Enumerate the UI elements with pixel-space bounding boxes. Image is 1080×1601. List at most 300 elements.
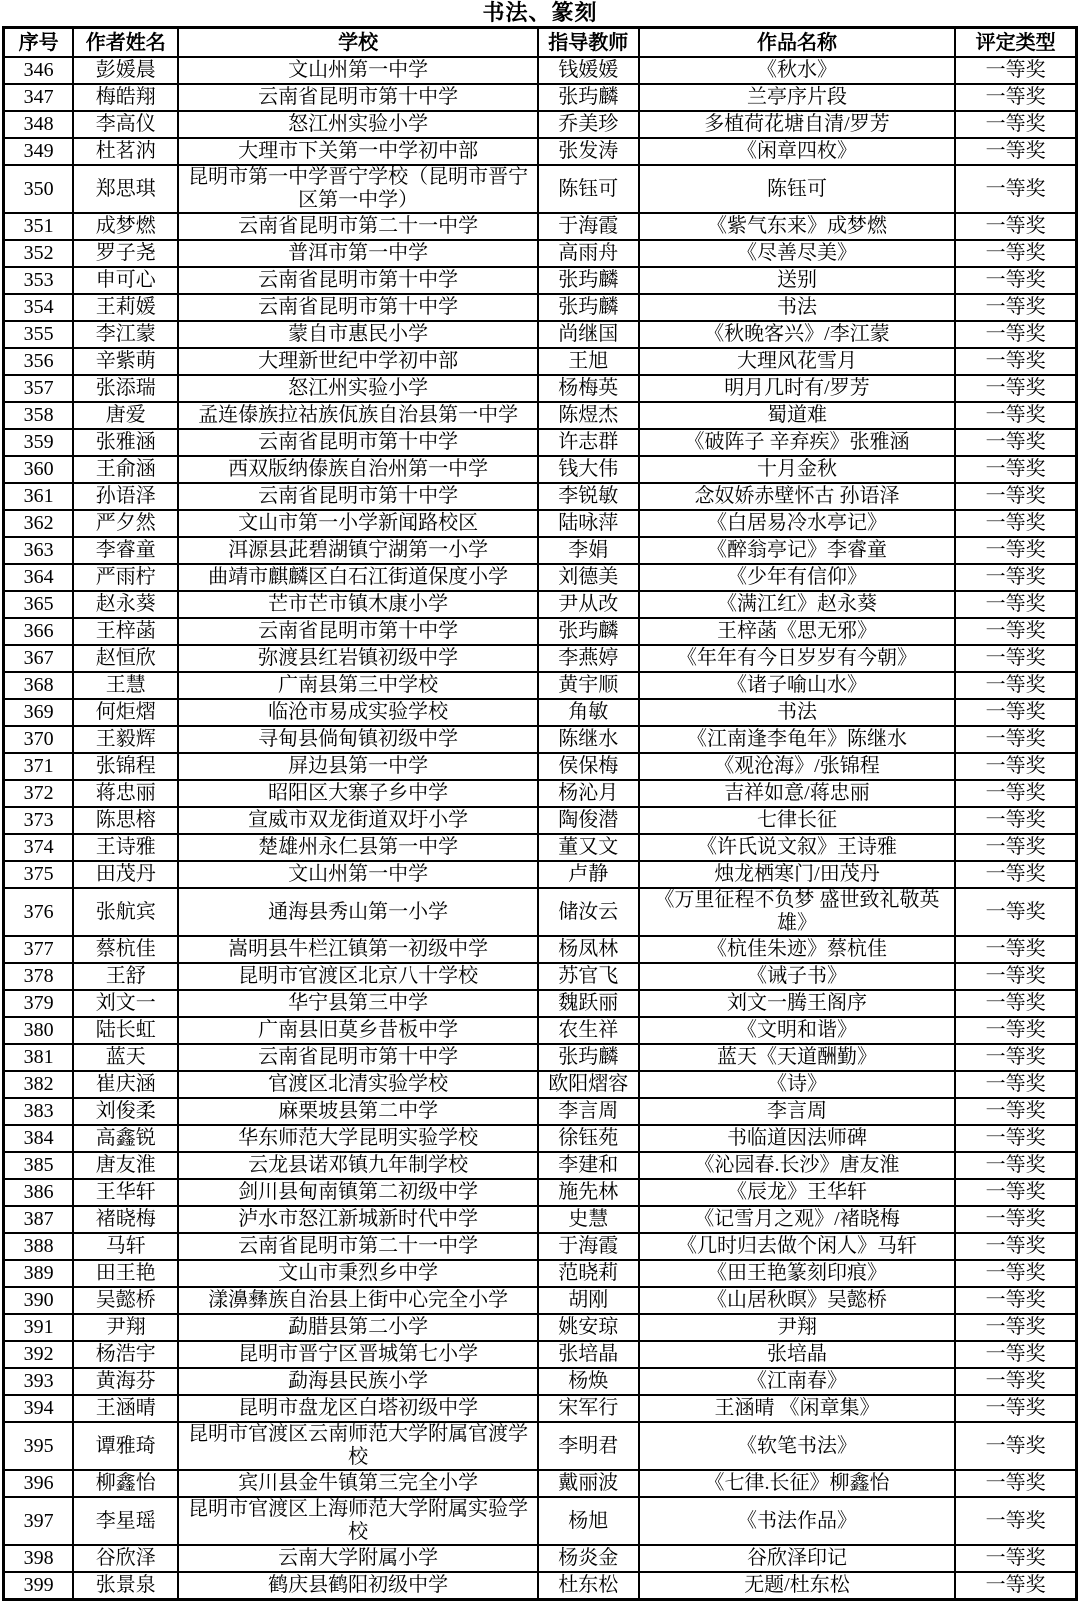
table-row [4, 375, 1077, 402]
cell-work: 《记雪月之观》/褚晓梅 [639, 1206, 956, 1233]
cell-award: 一等奖 [955, 240, 1076, 267]
cell-index: 378 [4, 963, 74, 990]
cell-author: 申可心 [73, 267, 178, 294]
cell-school: 漾濞彝族自治县上街中心完全小学 [178, 1287, 537, 1314]
cell-author: 何炬熠 [73, 699, 178, 726]
table-row [4, 990, 1077, 1017]
table-row [4, 1098, 1077, 1125]
cell-index: 355 [4, 321, 74, 348]
cell-teacher: 尚继国 [538, 321, 639, 348]
cell-index: 369 [4, 699, 74, 726]
cell-teacher: 李锐敏 [538, 483, 639, 510]
cell-school: 云南省昆明市第二十一中学 [178, 1233, 537, 1260]
cell-award: 一等奖 [955, 1152, 1076, 1179]
cell-author: 李睿童 [73, 537, 178, 564]
cell-school: 文山州第一中学 [178, 57, 537, 84]
cell-author: 罗子尧 [73, 240, 178, 267]
cell-index: 393 [4, 1368, 74, 1395]
cell-award: 一等奖 [955, 348, 1076, 375]
cell-work: 明月几时有/罗芳 [639, 375, 956, 402]
cell-teacher: 侯保梅 [538, 753, 639, 780]
cell-school: 曲靖市麒麟区白石江街道保度小学 [178, 564, 537, 591]
cell-school: 云南省昆明市第二十一中学 [178, 213, 537, 240]
cell-teacher: 姚安琼 [538, 1314, 639, 1341]
table-row [4, 1572, 1077, 1600]
table-row [4, 267, 1077, 294]
table-row [4, 1287, 1077, 1314]
cell-work: 刘文一腾王阁序 [639, 990, 956, 1017]
cell-teacher: 欧阳熠容 [538, 1071, 639, 1098]
cell-author: 张航宾 [73, 888, 178, 936]
cell-teacher: 张玙麟 [538, 267, 639, 294]
cell-teacher: 卢静 [538, 861, 639, 888]
table-row [4, 888, 1077, 936]
cell-author: 吴懿桥 [73, 1287, 178, 1314]
cell-author: 彭媛晨 [73, 57, 178, 84]
cell-school: 宣威市双龙街道双圩小学 [178, 807, 537, 834]
cell-index: 396 [4, 1470, 74, 1497]
cell-teacher: 施先林 [538, 1179, 639, 1206]
cell-work: 《诫子书》 [639, 963, 956, 990]
table-row [4, 645, 1077, 672]
cell-teacher: 张玙麟 [538, 294, 639, 321]
cell-work: 蓝天《天道酬勤》 [639, 1044, 956, 1071]
table-row [4, 699, 1077, 726]
table-row [4, 753, 1077, 780]
cell-teacher: 刘德美 [538, 564, 639, 591]
cell-teacher: 张发涛 [538, 138, 639, 165]
cell-index: 361 [4, 483, 74, 510]
cell-teacher: 钱大伟 [538, 456, 639, 483]
cell-award: 一等奖 [955, 780, 1076, 807]
cell-index: 357 [4, 375, 74, 402]
cell-author: 王舒 [73, 963, 178, 990]
table-row [4, 861, 1077, 888]
cell-author: 辛紫萌 [73, 348, 178, 375]
cell-work: 《诗》 [639, 1071, 956, 1098]
cell-school: 普洱市第一中学 [178, 240, 537, 267]
cell-work: 《江南逢李龟年》陈继水 [639, 726, 956, 753]
cell-award: 一等奖 [955, 483, 1076, 510]
table-row [4, 1497, 1077, 1545]
cell-award: 一等奖 [955, 1497, 1076, 1545]
cell-index: 392 [4, 1341, 74, 1368]
cell-school: 华宁县第三中学 [178, 990, 537, 1017]
cell-index: 352 [4, 240, 74, 267]
header-author: 作者姓名 [73, 28, 178, 58]
cell-school: 广南县第三中学校 [178, 672, 537, 699]
table-row [4, 213, 1077, 240]
cell-author: 高鑫锐 [73, 1125, 178, 1152]
table-row [4, 537, 1077, 564]
cell-school: 大理新世纪中学初中部 [178, 348, 537, 375]
cell-index: 386 [4, 1179, 74, 1206]
cell-index: 346 [4, 57, 74, 84]
cell-index: 358 [4, 402, 74, 429]
table-row [4, 936, 1077, 963]
table-row [4, 348, 1077, 375]
table-row [4, 1206, 1077, 1233]
cell-author: 陈思榕 [73, 807, 178, 834]
cell-author: 李星瑶 [73, 1497, 178, 1545]
cell-work: 《七律.长征》柳鑫怡 [639, 1470, 956, 1497]
cell-author: 蓝天 [73, 1044, 178, 1071]
cell-teacher: 胡刚 [538, 1287, 639, 1314]
cell-teacher: 李言周 [538, 1098, 639, 1125]
cell-teacher: 张玙麟 [538, 618, 639, 645]
table-row [4, 402, 1077, 429]
cell-index: 391 [4, 1314, 74, 1341]
cell-work: 《诸子喻山水》 [639, 672, 956, 699]
table-row [4, 1260, 1077, 1287]
cell-award: 一等奖 [955, 1368, 1076, 1395]
cell-work: 《辰龙》王华轩 [639, 1179, 956, 1206]
cell-author: 唐爱 [73, 402, 178, 429]
cell-work: 王梓菡《思无邪》 [639, 618, 956, 645]
cell-work: 大理风花雪月 [639, 348, 956, 375]
table-row [4, 1314, 1077, 1341]
cell-work: 王涵晴 《闲章集》 [639, 1395, 956, 1422]
cell-index: 383 [4, 1098, 74, 1125]
cell-author: 赵恒欣 [73, 645, 178, 672]
cell-school: 昆明市官渡区北京八十学校 [178, 963, 537, 990]
cell-index: 388 [4, 1233, 74, 1260]
cell-award: 一等奖 [955, 1470, 1076, 1497]
cell-school: 昆明市官渡区上海师范大学附属实验学校 [178, 1497, 537, 1545]
cell-author: 王梓菡 [73, 618, 178, 645]
cell-index: 363 [4, 537, 74, 564]
cell-teacher: 于海霞 [538, 1233, 639, 1260]
cell-author: 杜茗汭 [73, 138, 178, 165]
cell-teacher: 陆咏萍 [538, 510, 639, 537]
cell-school: 云南省昆明市第十中学 [178, 429, 537, 456]
cell-award: 一等奖 [955, 294, 1076, 321]
header-school: 学校 [178, 28, 537, 58]
cell-teacher: 杨旭 [538, 1497, 639, 1545]
cell-award: 一等奖 [955, 456, 1076, 483]
cell-work: 《尽善尽美》 [639, 240, 956, 267]
cell-school: 寻甸县倘甸镇初级中学 [178, 726, 537, 753]
cell-work: 《闲章四枚》 [639, 138, 956, 165]
cell-author: 蒋忠丽 [73, 780, 178, 807]
cell-teacher: 苏官飞 [538, 963, 639, 990]
cell-school: 云南大学附属小学 [178, 1545, 537, 1572]
table-row [4, 1422, 1077, 1470]
cell-school: 文山市秉烈乡中学 [178, 1260, 537, 1287]
cell-work: 李言周 [639, 1098, 956, 1125]
cell-work: 《醉翁亭记》李睿童 [639, 537, 956, 564]
cell-work: 《许氏说文叙》王诗雅 [639, 834, 956, 861]
cell-teacher: 张玙麟 [538, 1044, 639, 1071]
cell-school: 怒江州实验小学 [178, 375, 537, 402]
cell-award: 一等奖 [955, 1125, 1076, 1152]
cell-work: 《几时归去做个闲人》马轩 [639, 1233, 956, 1260]
cell-teacher: 陈煜杰 [538, 402, 639, 429]
cell-teacher: 杨炎金 [538, 1545, 639, 1572]
cell-index: 384 [4, 1125, 74, 1152]
cell-school: 昭阳区大寨子乡中学 [178, 780, 537, 807]
cell-work: 《田王艳篆刻印痕》 [639, 1260, 956, 1287]
cell-author: 刘文一 [73, 990, 178, 1017]
cell-teacher: 陈继水 [538, 726, 639, 753]
cell-author: 王华轩 [73, 1179, 178, 1206]
cell-index: 349 [4, 138, 74, 165]
cell-author: 郑思琪 [73, 165, 178, 213]
cell-index: 398 [4, 1545, 74, 1572]
cell-work: 《秋晚客兴》/李江蒙 [639, 321, 956, 348]
cell-teacher: 张玙麟 [538, 84, 639, 111]
cell-teacher: 高雨舟 [538, 240, 639, 267]
cell-index: 387 [4, 1206, 74, 1233]
table-row [4, 1368, 1077, 1395]
header-index: 序号 [4, 28, 74, 58]
cell-school: 蒙自市惠民小学 [178, 321, 537, 348]
cell-school: 云南省昆明市第十中学 [178, 1044, 537, 1071]
cell-school: 昆明市官渡区云南师范大学附属官渡学校 [178, 1422, 537, 1470]
cell-index: 389 [4, 1260, 74, 1287]
cell-work: 《满江红》赵永葵 [639, 591, 956, 618]
cell-award: 一等奖 [955, 267, 1076, 294]
cell-author: 黄海芬 [73, 1368, 178, 1395]
table-row [4, 1395, 1077, 1422]
cell-award: 一等奖 [955, 645, 1076, 672]
cell-award: 一等奖 [955, 834, 1076, 861]
cell-author: 唐友淮 [73, 1152, 178, 1179]
cell-award: 一等奖 [955, 1341, 1076, 1368]
cell-award: 一等奖 [955, 618, 1076, 645]
cell-award: 一等奖 [955, 1206, 1076, 1233]
cell-teacher: 李建和 [538, 1152, 639, 1179]
cell-teacher: 董又文 [538, 834, 639, 861]
cell-author: 张锦程 [73, 753, 178, 780]
cell-author: 梅皓翔 [73, 84, 178, 111]
cell-school: 文山市第一小学新闻路校区 [178, 510, 537, 537]
cell-index: 366 [4, 618, 74, 645]
cell-award: 一等奖 [955, 963, 1076, 990]
cell-award: 一等奖 [955, 1545, 1076, 1572]
cell-work: 《破阵子 辛弃疾》张雅涵 [639, 429, 956, 456]
cell-school: 屏边县第一中学 [178, 753, 537, 780]
table-row [4, 165, 1077, 213]
cell-work: 《江南春》 [639, 1368, 956, 1395]
table-row [4, 240, 1077, 267]
cell-teacher: 李娟 [538, 537, 639, 564]
cell-author: 田茂丹 [73, 861, 178, 888]
table-row [4, 672, 1077, 699]
cell-work: 《观沧海》/张锦程 [639, 753, 956, 780]
cell-school: 云南省昆明市第十中学 [178, 294, 537, 321]
cell-school: 宾川县金牛镇第三完全小学 [178, 1470, 537, 1497]
cell-teacher: 戴丽波 [538, 1470, 639, 1497]
table-row [4, 1341, 1077, 1368]
cell-school: 麻栗坡县第二中学 [178, 1098, 537, 1125]
cell-work: 《少年有信仰》 [639, 564, 956, 591]
cell-school: 勐腊县第二小学 [178, 1314, 537, 1341]
cell-school: 云南省昆明市第十中学 [178, 618, 537, 645]
cell-school: 鹤庆县鹤阳初级中学 [178, 1572, 537, 1600]
cell-award: 一等奖 [955, 1422, 1076, 1470]
cell-award: 一等奖 [955, 1260, 1076, 1287]
cell-school: 通海县秀山第一小学 [178, 888, 537, 936]
cell-school: 弥渡县红岩镇初级中学 [178, 645, 537, 672]
cell-index: 365 [4, 591, 74, 618]
cell-index: 354 [4, 294, 74, 321]
cell-teacher: 杨焕 [538, 1368, 639, 1395]
cell-teacher: 张培晶 [538, 1341, 639, 1368]
cell-author: 褚晓梅 [73, 1206, 178, 1233]
cell-school: 洱源县茈碧湖镇宁湖第一小学 [178, 537, 537, 564]
table-row [4, 963, 1077, 990]
cell-work: 吉祥如意/蒋忠丽 [639, 780, 956, 807]
header-row [4, 28, 1077, 58]
cell-author: 陆长虹 [73, 1017, 178, 1044]
cell-work: 蜀道难 [639, 402, 956, 429]
cell-index: 362 [4, 510, 74, 537]
table-row [4, 1545, 1077, 1572]
cell-teacher: 乔美珍 [538, 111, 639, 138]
cell-award: 一等奖 [955, 699, 1076, 726]
table-row [4, 483, 1077, 510]
cell-teacher: 尹从改 [538, 591, 639, 618]
cell-award: 一等奖 [955, 726, 1076, 753]
cell-work: 《万里征程不负梦 盛世致礼敬英雄》 [639, 888, 956, 936]
cell-work: 张培晶 [639, 1341, 956, 1368]
cell-award: 一等奖 [955, 888, 1076, 936]
cell-teacher: 角敏 [538, 699, 639, 726]
cell-teacher: 宋军行 [538, 1395, 639, 1422]
cell-work: 书法 [639, 699, 956, 726]
cell-work: 烛龙栖寒门/田茂丹 [639, 861, 956, 888]
cell-index: 371 [4, 753, 74, 780]
cell-school: 西双版纳傣族自治州第一中学 [178, 456, 537, 483]
cell-award: 一等奖 [955, 57, 1076, 84]
header-work: 作品名称 [639, 28, 956, 58]
cell-author: 孙语泽 [73, 483, 178, 510]
table-row [4, 834, 1077, 861]
cell-index: 356 [4, 348, 74, 375]
cell-author: 张雅涵 [73, 429, 178, 456]
cell-work: 《沁园春.长沙》唐友淮 [639, 1152, 956, 1179]
cell-work: 兰亭序片段 [639, 84, 956, 111]
cell-index: 374 [4, 834, 74, 861]
cell-author: 王莉媛 [73, 294, 178, 321]
cell-work: 书临道因法师碑 [639, 1125, 956, 1152]
cell-school: 泸水市怒江新城新时代中学 [178, 1206, 537, 1233]
cell-award: 一等奖 [955, 1395, 1076, 1422]
cell-author: 刘俊柔 [73, 1098, 178, 1125]
cell-award: 一等奖 [955, 1017, 1076, 1044]
cell-award: 一等奖 [955, 990, 1076, 1017]
cell-award: 一等奖 [955, 1098, 1076, 1125]
award-table [2, 26, 1078, 1601]
cell-school: 云南省昆明市第十中学 [178, 483, 537, 510]
cell-author: 田王艳 [73, 1260, 178, 1287]
cell-author: 赵永葵 [73, 591, 178, 618]
table-body [4, 57, 1077, 1600]
cell-work: 《软笔书法》 [639, 1422, 956, 1470]
table-header [4, 28, 1077, 58]
cell-teacher: 杨沁月 [538, 780, 639, 807]
cell-work: 多植荷花塘自清/罗芳 [639, 111, 956, 138]
cell-index: 372 [4, 780, 74, 807]
cell-author: 严夕然 [73, 510, 178, 537]
cell-school: 嵩明县牛栏江镇第一初级中学 [178, 936, 537, 963]
cell-teacher: 于海霞 [538, 213, 639, 240]
cell-teacher: 陈钰可 [538, 165, 639, 213]
table-row [4, 726, 1077, 753]
cell-work: 《山居秋暝》吴懿桥 [639, 1287, 956, 1314]
cell-award: 一等奖 [955, 138, 1076, 165]
table-row [4, 456, 1077, 483]
cell-work: 《白居易冷水亭记》 [639, 510, 956, 537]
cell-teacher: 许志群 [538, 429, 639, 456]
cell-award: 一等奖 [955, 1314, 1076, 1341]
table-row [4, 294, 1077, 321]
cell-index: 350 [4, 165, 74, 213]
cell-work: 送别 [639, 267, 956, 294]
cell-author: 马轩 [73, 1233, 178, 1260]
cell-index: 347 [4, 84, 74, 111]
cell-index: 390 [4, 1287, 74, 1314]
cell-index: 370 [4, 726, 74, 753]
cell-teacher: 范晓莉 [538, 1260, 639, 1287]
table-row [4, 780, 1077, 807]
table-row [4, 429, 1077, 456]
table-row [4, 84, 1077, 111]
cell-work: 《秋水》 [639, 57, 956, 84]
cell-author: 谷欣泽 [73, 1545, 178, 1572]
cell-index: 367 [4, 645, 74, 672]
table-row [4, 591, 1077, 618]
cell-school: 文山州第一中学 [178, 861, 537, 888]
cell-school: 临沧市易成实验学校 [178, 699, 537, 726]
cell-teacher: 杨梅英 [538, 375, 639, 402]
cell-author: 王诗雅 [73, 834, 178, 861]
cell-author: 李高仪 [73, 111, 178, 138]
cell-index: 375 [4, 861, 74, 888]
cell-author: 柳鑫怡 [73, 1470, 178, 1497]
cell-index: 377 [4, 936, 74, 963]
cell-author: 王涵晴 [73, 1395, 178, 1422]
cell-author: 王慧 [73, 672, 178, 699]
cell-award: 一等奖 [955, 1287, 1076, 1314]
cell-work: 念奴娇赤壁怀古 孙语泽 [639, 483, 956, 510]
cell-author: 张景泉 [73, 1572, 178, 1600]
cell-author: 王俞涵 [73, 456, 178, 483]
cell-award: 一等奖 [955, 936, 1076, 963]
cell-teacher: 杨凤林 [538, 936, 639, 963]
cell-work: 《年年有今日岁岁有今朝》 [639, 645, 956, 672]
cell-work: 十月金秋 [639, 456, 956, 483]
cell-school: 云南省昆明市第十中学 [178, 84, 537, 111]
cell-award: 一等奖 [955, 1233, 1076, 1260]
cell-award: 一等奖 [955, 375, 1076, 402]
cell-index: 399 [4, 1572, 74, 1600]
cell-teacher: 黄宇顺 [538, 672, 639, 699]
cell-index: 348 [4, 111, 74, 138]
table-row [4, 1179, 1077, 1206]
cell-school: 楚雄州永仁县第一中学 [178, 834, 537, 861]
cell-index: 382 [4, 1071, 74, 1098]
cell-school: 孟连傣族拉祜族佤族自治县第一中学 [178, 402, 537, 429]
cell-teacher: 陶俊潜 [538, 807, 639, 834]
header-award: 评定类型 [955, 28, 1076, 58]
cell-author: 谭雅琦 [73, 1422, 178, 1470]
cell-teacher: 王旭 [538, 348, 639, 375]
cell-school: 怒江州实验小学 [178, 111, 537, 138]
cell-index: 353 [4, 267, 74, 294]
cell-award: 一等奖 [955, 1179, 1076, 1206]
